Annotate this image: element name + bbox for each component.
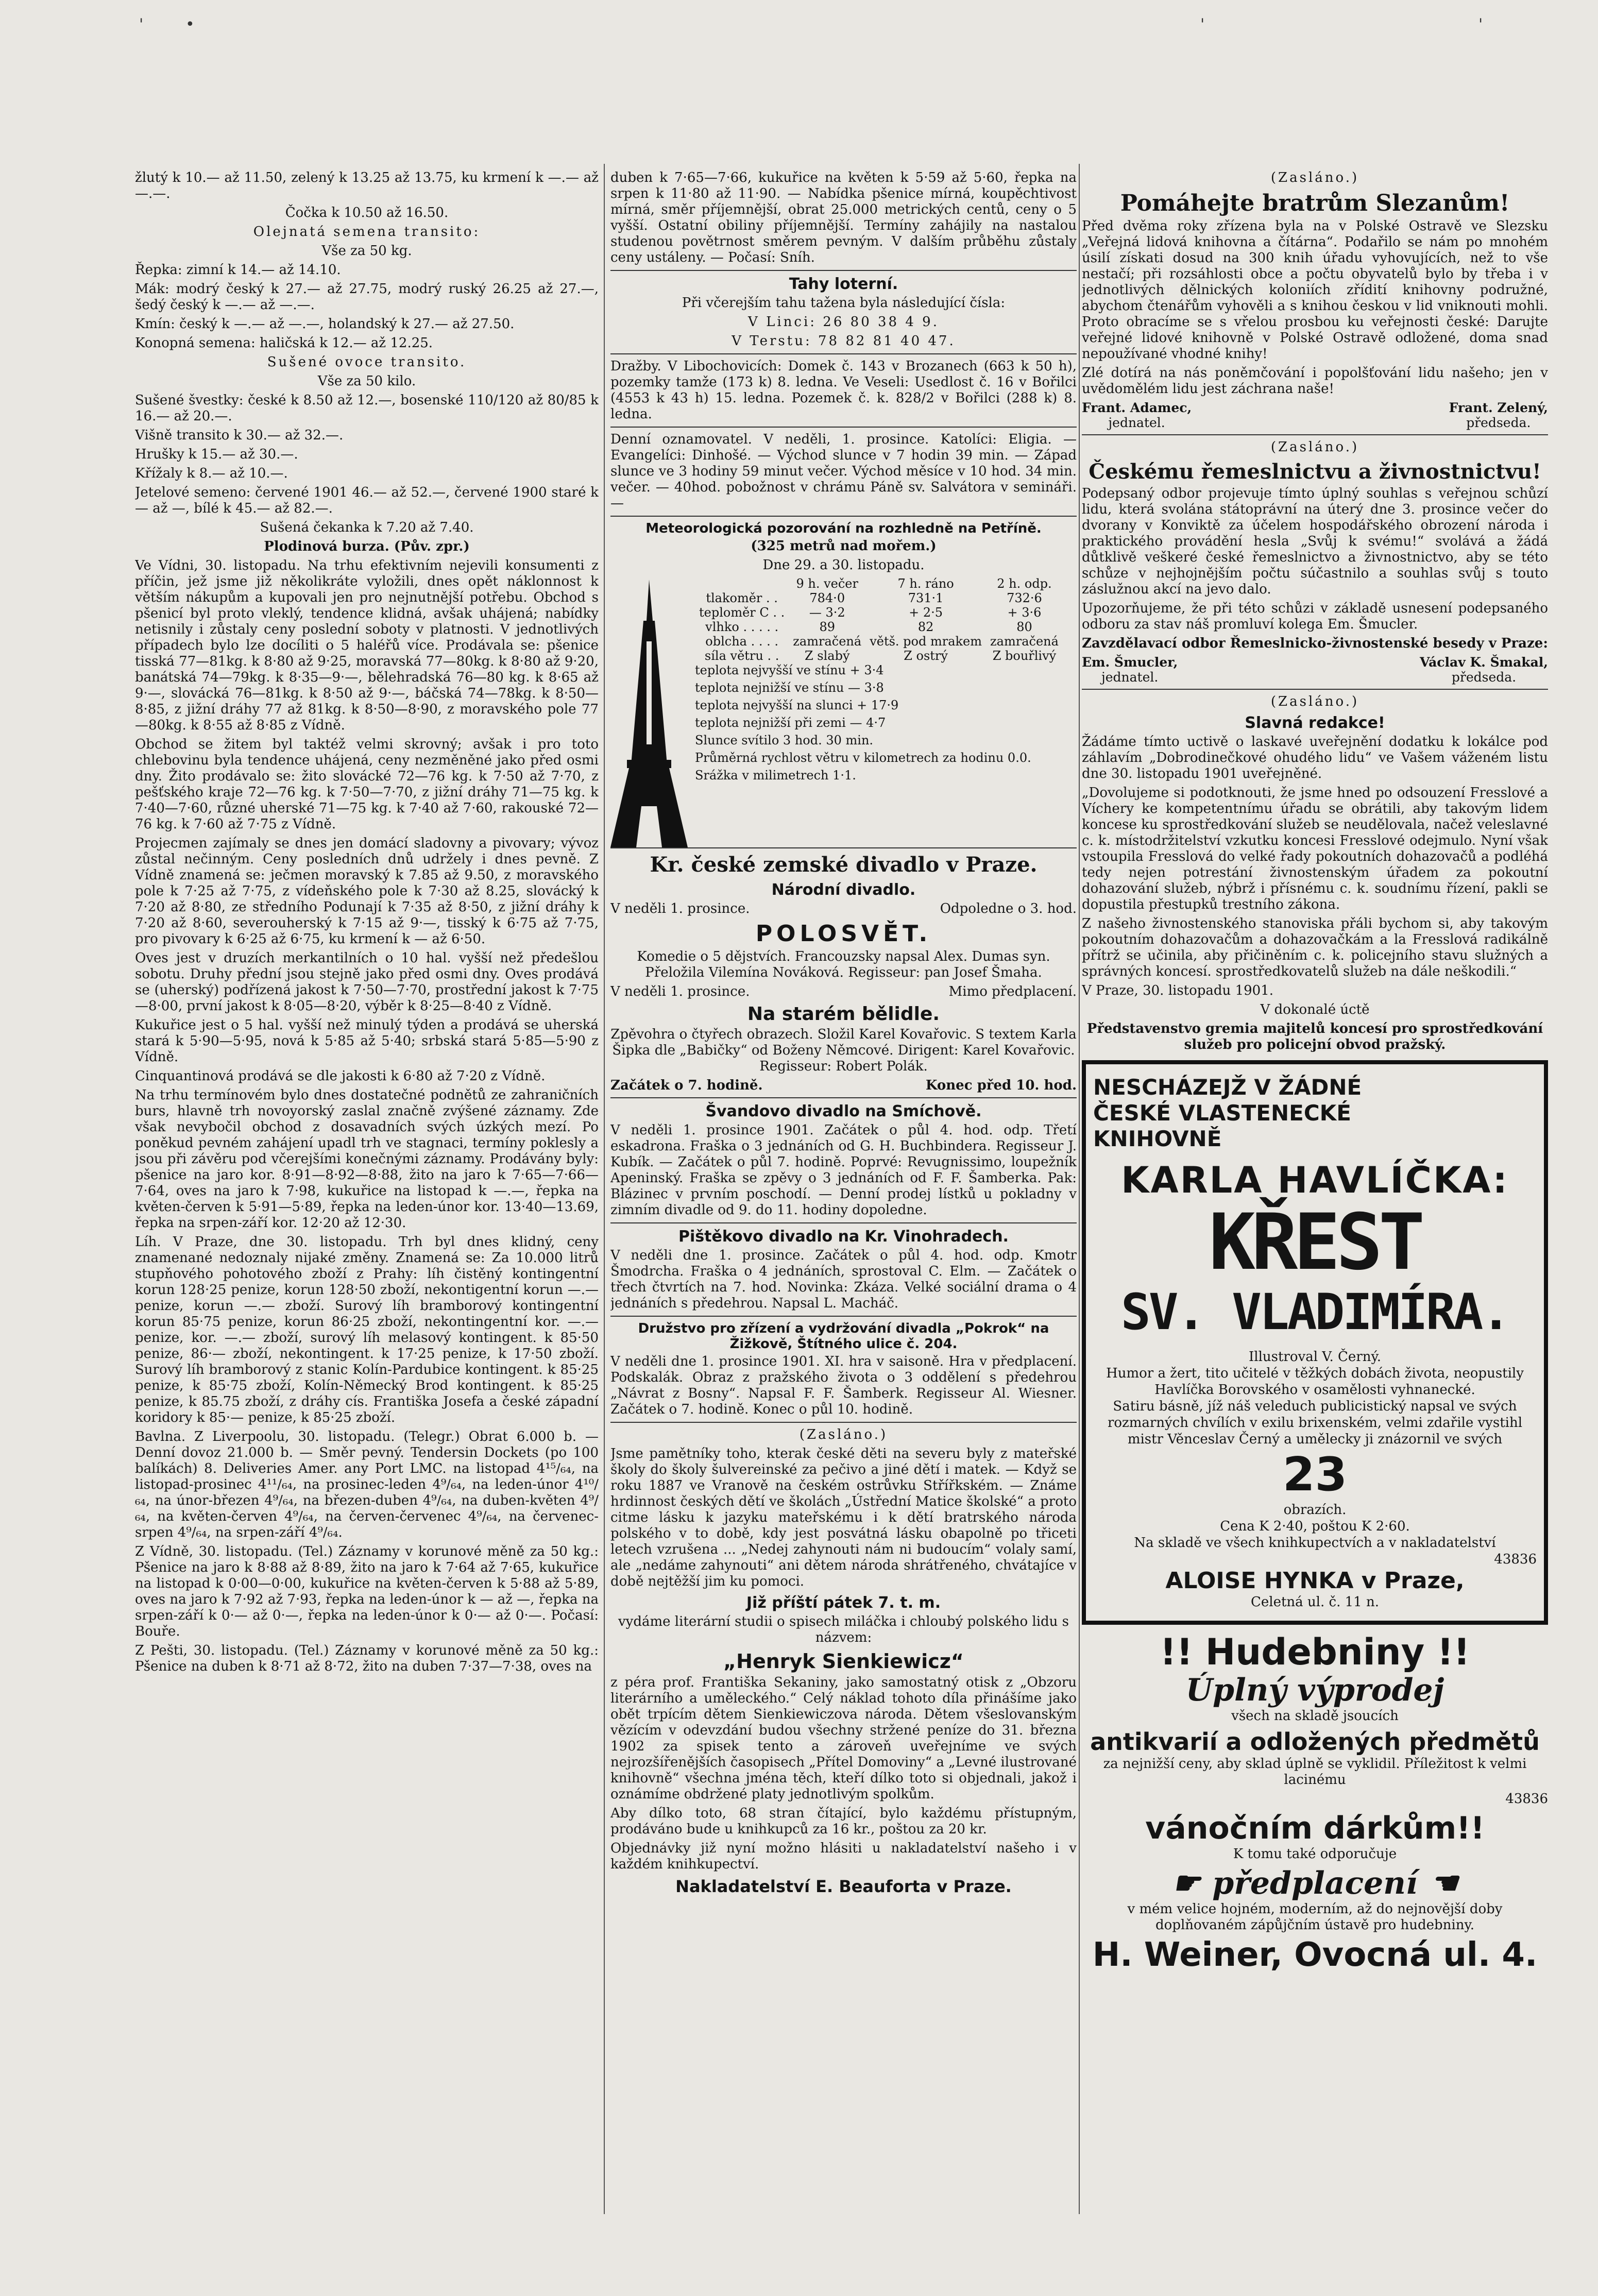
auctions: Dražby. V Libochovicích: Domek č. 143 v Brozanech (663 k 50 h), pozemky tamže (173 k) 8. ledna. Ve Veseli: Usedlost č. 16 v Bořilci (4553 k 43 h) 15. ledna. Pozemek č. k. 828/2 v Bořilci (288 k) 8. ledna. xyxy=(610,359,1077,422)
paragraph: žlutý k 10.— až 11.50, zelený k 13.25 až 13.75, ku krmení k —.— až —.—. xyxy=(135,170,599,201)
paragraph: Kukuřice jest o 5 hal. vyšší než minulý týden a prodává se uherská stará k 5·90—5·95, nová k 5·85 až 5·40; srbská stará 5·85—5·90 z Vídně. xyxy=(135,1017,599,1065)
weather-row xyxy=(695,591,1063,605)
weather-cell: — 3·2 xyxy=(809,605,845,620)
play-description: Komedie o 5 dějstvích. Francouzsky napsal Alex. Dumas syn. Přeložila Vilemína Nováková. Regisseur: pan Josef Šmaha. xyxy=(637,949,1050,980)
signature-name: Em. Šmucler, xyxy=(1082,655,1178,670)
pointing-hand-icon: ☛ xyxy=(1172,1865,1200,1901)
weather-extra-line: teplota nejnižší při zemi — 4·7 xyxy=(695,716,886,730)
signature-role: předseda. xyxy=(1466,415,1531,430)
program-start: Začátek o 7. hodině. xyxy=(610,1078,763,1093)
signature-role: jednatel. xyxy=(1108,415,1165,430)
paragraph: vydáme literární studii o spisech miláčka i chloubý polského lidu s názvem: xyxy=(618,1614,1069,1645)
paragraph: za nejnižší ceny, aby sklad úplně se vyklidil. Příležitost k velmi lacinému xyxy=(1103,1756,1527,1788)
ad-number: 43836 xyxy=(1494,1552,1537,1567)
zaslano-label: (Zasláno.) xyxy=(799,1427,888,1442)
zaslano-label: (Zasláno.) xyxy=(1270,170,1359,185)
ad-illustrator: Illustroval V. Černý. xyxy=(1248,1349,1381,1365)
paragraph: Projecmen zajímaly se dnes jen domácí sladovny a pivovary; vývoz zůstal nečinným. Ceny posledních dnů udržely i dnes pevně. Z Vídně znamená se: ječmen moravský k 7.85 až 9.50, z moravského pole k 7·25 až 7·75, z vídeňského pole k 7·30 až 8.25, slovácký k 7·20 až 8·80, ze středního Podunají k 7·35 až 8·50, z jižní dráhy k 7·20 až 8·60, severouherský k 7·15 až 9·—, tisský k 6·75 až 7·75, pro pivovary k 6·25 až 6·75, ku krmení k — až 6·50. xyxy=(135,836,599,947)
weather-cell: 731·1 xyxy=(908,591,944,605)
subscription-label: předplacení xyxy=(1212,1865,1418,1901)
ad-line: KNIHOVNĚ xyxy=(1093,1126,1222,1151)
weather-cell: 7 h. ráno xyxy=(897,576,954,591)
paragraph: „Dovolujeme si podotknouti, že jsme hned po odsouzení Fresslové a Víchery ke kompetentnímu úřadu se obrátili, aby takovým lidem koncese ku sprostředkování služeb se neudělovala, načež veleslavné c. k. místodržitelství vzkutku koncesi Fresslové odejmulo. Nyní však vstoupila Fresslová do velké řady pokoutních dohazovačů a podléhá tedy nejen potrestání živnostenským úřadem za pokoutní dohazování služeb, nýbrž i přísnému c. k. soudnímu řízení, pakli se dopustila přestupků trestního zákona. xyxy=(1082,785,1548,912)
paragraph: Aby dílko toto, 68 stran čítající, bylo každému přístupným, prodáváno bude u knihkupců za 16 kr., poštou za 20 kr. xyxy=(610,1806,1077,1837)
ad-description: Satiru básně, jíž náš veleduch publicistický napsal ve svých rozmarných chvílích v exilu brixenském, velmi zdařile vystihl mistr Věnceslav Černý a umělecky ji znázornil ve svých xyxy=(1107,1399,1523,1447)
paragraph: Řepka: zimní k 14.— až 14.10. xyxy=(135,262,341,278)
play-title: Na starém bělidle. xyxy=(747,1004,940,1025)
signatures xyxy=(1082,655,1548,685)
book-title: „Henryk Sienkiewicz“ xyxy=(723,1650,964,1673)
weather-cell: 732·6 xyxy=(1007,591,1042,605)
weather-row xyxy=(695,634,1063,649)
weather-cell: tlakoměr . . xyxy=(706,591,778,605)
paragraph: Křížaly k 8.— až 10.—. xyxy=(135,466,288,481)
ad-number: 43836 xyxy=(1505,1791,1548,1807)
section-heading: Plodinová burza. (Pův. zpr.) xyxy=(264,539,470,554)
divider xyxy=(610,270,1077,271)
theatre-subheading: Národní divadlo. xyxy=(771,881,916,899)
divider xyxy=(610,1222,1077,1223)
lottery-heading: Tahy loterní. xyxy=(789,275,898,293)
paragraph: Sušené švestky: české k 8.50 až 12.—, bosenské 110/120 až 80/85 k 16.— až 20.—. xyxy=(135,393,599,424)
section-heading: Olejnatá semena transito: xyxy=(253,224,481,240)
paragraph: Z Pešti, 30. listopadu. (Tel.) Záznamy v korunové měně za 50 kg.: Pšenice na duben k 8·71 až 8·72, žito na duben 7·37—7·38, oves na xyxy=(135,1643,599,1674)
ad-title: KŘEST xyxy=(1209,1198,1421,1287)
weather-cell: Z slabý xyxy=(804,649,850,663)
play-description: Zpěvohra o čtyřech obrazech. Složil Karel Kovařovic. S textem Karla Šipka dle „Babičky“ od Boženy Němcové. Dirigent: Karel Kovařovic. Regisseur: Robert Polák. xyxy=(610,1027,1077,1074)
theatre-subheading: Švandovo divadlo na Smíchově. xyxy=(705,1102,982,1120)
signature-name: Frant. Zelený, xyxy=(1449,400,1548,415)
paragraph: Představenstvo gremia majitelů koncesí pro sprostředkování služeb pro policejní obvod pražský. xyxy=(1086,1021,1543,1052)
paragraph: Mák: modrý český k 27.— až 27.75, modrý ruský 26.25 až 27.—, šedý český k —.— až —.—. xyxy=(135,281,599,313)
paragraph: Dne 29. a 30. listopadu. xyxy=(762,557,925,573)
weather-row xyxy=(695,649,1063,663)
lottery-numbers: V Terstu: 78 82 81 40 47. xyxy=(732,333,956,349)
zaslano-label: (Zasláno.) xyxy=(1270,439,1359,455)
program-line xyxy=(610,984,1077,999)
weather-cell: + 2·5 xyxy=(909,605,943,620)
program-end: Konec před 10. hod. xyxy=(925,1078,1077,1093)
signature-role: předseda. xyxy=(1451,670,1517,685)
divider xyxy=(610,516,1077,517)
weather-cell xyxy=(695,576,789,591)
paragraph: Hrušky k 15.— až 30.—. xyxy=(135,447,298,462)
lottery-numbers: V Linci: 26 80 38 4 9. xyxy=(748,314,939,330)
weather-cell: Z bouřlivý xyxy=(992,649,1057,663)
music-ad-signature: H. Weiner, Ovocná ul. 4. xyxy=(1092,1936,1538,1974)
daily-notice: Denní oznamovatel. V neděli, 1. prosince. Katolíci: Eligia. — Evangelíci: Dinhošé. — Východ slunce v 7 hodin 39 min. — Západ slunce ve 3 hodiny 59 minut večer. Východ měsíce v 10 hod. 34 min. večer. — 40hod. pobožnost v chrámu Páně sv. Salvátora v semináři. — xyxy=(610,432,1077,511)
music-ad-subheading: Úplný výprodej xyxy=(1185,1672,1444,1708)
weather-table xyxy=(695,576,1063,663)
paragraph: Ve Vídni, 30. listopadu. Na trhu efektivním nejevili konsumenti z příčin, jež jsme již několikráte vyložili, dnes opět náklonnost k větším nákupům a kupovali jen pro nejnutnější potřebu. Obchod s pšenicí byl proto vleklý, tendence klidná, avšak uhájená; nabídky netisnily i zůstaly ceny poslední soboty v platnosti. V jednotlivých případech bylo lze docíliti o 5 haléřů více. Prodávala se: pšenice tisská 77—81kg. k 8·80 až 9·25, moravská 77—80kg. k 8·80 až 9·20, banátská 74—79kg. k 8·35—9·—, bělehradská 76—80 kg. k 8·65 až 9·—, slovácká 76—81kg. k 8·50 až 9·—, báčská 74—78kg. k 8·50—8·85, z jižní dráhy 77 až 81kg. k 8·50—8·90, z moravského pole 77—80kg. k 8·55 až 8·85 z Vídně. xyxy=(135,558,599,733)
paragraph: Vše za 50 kilo. xyxy=(317,373,416,389)
weather-row xyxy=(695,620,1063,634)
music-ad-subheading: vánočním dárkům!! xyxy=(1145,1810,1485,1846)
weather-extra-line: Slunce svítilo 3 hod. 30 min. xyxy=(695,733,874,747)
divider xyxy=(610,847,1077,848)
section-heading: Sušené ovoce transito. xyxy=(267,354,467,370)
weather-extra-line: teplota nejvyšší na slunci + 17·9 xyxy=(695,698,899,712)
weather-cell: 82 xyxy=(917,620,934,634)
paragraph: Před dvěma roky zřízena byla na v Polské Ostravě ve Slezsku „Veřejná lidová knihovna a čítárna“. Podařilo se nám po mnohém úsilí získati dosud na 300 knih úřadu vyhovujících, než to vše nestačí; při rozsáhlosti obce a počtu obyvatelů bylo by třeba i v jednotlivých dělnických koloniích zřídití knihovny podružné, abychom čtenářům vyhověli a s knihou českou v lid vniknouti mohli. Proto obracíme se s vřelou prosbou ku veřejnosti české: Darujte veřejné lidové knihovně v Polské Ostravě odložené, doma snad nepoužívané vhodné knihy! xyxy=(1082,218,1548,362)
paragraph: Z našeho živnostenského stanoviska přáli bychom si, aby takovým pokoutním dohazovačům a dohazovačkám a la Fresslová radikálně přítrž se učinila, aby přičiněním c. k. policejního stavu služných a správných koncesí. sprostředkovatelů služeb na dále neškodili.“ xyxy=(1082,916,1548,979)
paragraph: Líh. V Praze, dne 30. listopadu. Trh byl dnes klidný, ceny znamenané nedoznaly nijaké změny. Znamená se: Za 10.000 litrů stupňového pohotového zboží z Prahy: líh čistěný kontingentní korun 128·25 penize, korun 128·50 zboží, nekontigentní korun —.— penize, korun —.— zboží. Surový líh bramborový kontingentní korun 85·75 penize, korun 86·25 zboží, nekontingentní kor. —.— penize, kor. —.— zboží, surový líh melasový kontingent. k 85·50 penize, 86·— zboží, nekontingent. k 17·25 penize, k 17·50 zboží. Surový líh bramborový z stanic Kolín-Pardubice kontingent. k 85·25 penize, k 85·75 zboží, Kolín-Německý Brod kontingent. k 85·25 penize, k 85.75 zboží, z dráhy cís. Františka Josefa a české západní koridory k 85·— penize, k 85·25 zboží. xyxy=(135,1234,599,1425)
divider xyxy=(610,1422,1077,1423)
paragraph: Bavlna. Z Liverpoolu, 30. listopadu. (Telegr.) Obrat 6.000 b. — Denní dovoz 21.000 b. — Směr pevný. Tendersin Dockets (po 100 balíkách) 8. Deliveries Amer. any Port LMC. na listopad 4¹⁵/₆₄, na listopad-prosinec 4¹¹/₆₄, na prosinec-leden 4⁹/₆₄, na leden-únor 4¹⁰/₆₄, na únor-březen 4⁹/₆₄, na březen-duben 4⁹/₆₄, na duben-květen 4⁹/₆₄, na květen-červen 4⁹/₆₄, na červen-červenec 4⁹/₆₄, na červenec-srpen 4⁹/₆₄, na srpen-září 4⁹/₆₄. xyxy=(135,1429,599,1540)
paragraph: Z Vídně, 30. listopadu. (Tel.) Záznamy v korunové měně za 50 kg.: Pšenice na jaro k 8·88 až 8·89, žito na jaro k 7·64 až 7·65, kukuřice na listopad k 0·00—0·00, kukuřice na květen-červen k 5·88 až 5·89, oves na jaro k 7·92 až 7·93, řepka na leden-únor k — až —, řepka na srpen-září k 0·— až 0·—, řepka na leden-únor k 0·— až 0·—. Počasí: Bouře. xyxy=(135,1544,599,1639)
program-time: Odpoledne o 3. hod. xyxy=(940,901,1077,916)
weather-cell: větš. pod mrakem xyxy=(870,634,982,649)
weather-cell: teploměr C . . xyxy=(699,605,785,620)
divider xyxy=(610,353,1077,354)
publisher-name: Nakladatelství E. Beauforta v Praze. xyxy=(675,1877,1012,1896)
signature-name: Václav K. Šmakal, xyxy=(1419,655,1548,670)
page-mark: ' xyxy=(1478,15,1483,33)
paragraph: Cinquantinová prodává se dle jakosti k 6·80 až 7·20 z Vídně. xyxy=(135,1068,546,1084)
weather-cell: oblcha . . . . xyxy=(705,634,778,649)
zaslano-label: (Zasláno.) xyxy=(1270,694,1359,709)
pointing-hand-icon: ☚ xyxy=(1430,1865,1458,1901)
weather-row xyxy=(695,576,1063,591)
weather-cell: vlhko . . . . . xyxy=(705,620,779,634)
paragraph: (325 metrů nad mořem.) xyxy=(751,538,937,554)
ad-line: NESCHÁZEJŽ V ŽÁDNÉ xyxy=(1093,1075,1362,1100)
weather-cell: + 3·6 xyxy=(1007,605,1042,620)
announcement-heading: Již příští pátek 7. t. m. xyxy=(746,1594,941,1612)
paragraph: Jsme pamětníky toho, kterak české děti na severu byly z mateřské školy do školy šulvereinské za pečivo a jiné dětí i matek. — Když se roku 1887 ve Vranově na českém ostrůvku Střířkském. — Známe hrdinnost českých dětí ve školách „Ústřední Matice školské“ a proto citme lásku k jazyku mateřskému i k dětí bratrského národa polského v to době, kdy jest posvátná lásku obapolně po třiceti letech vzrušena ... „Nedej zahynouti nám ni budoucím“ volaly samí, ale „nedáme zahynouti“ ani dětem národa shrátřeného, chvátajíce v době nejtěžší jim ku pomoci. xyxy=(610,1446,1077,1589)
music-ad-subheading xyxy=(1082,1865,1548,1901)
ad-line: ČESKÉ VLASTENECKÉ xyxy=(1093,1100,1351,1126)
ad-distribution: Na skladě ve všech knihkupectvích a v nakladatelství xyxy=(1134,1535,1496,1551)
divider xyxy=(1082,434,1548,435)
program-line xyxy=(610,901,1077,916)
weather-cell: Z ostrý xyxy=(904,649,948,663)
paragraph: Višně transito k 30.— až 32.—. xyxy=(135,428,344,443)
ad-description: Humor a žert, tito učitelé v těžkých dobách života, neopustily Havlíčka Borovského v osamělosti vyhnanecké. xyxy=(1106,1366,1524,1398)
column-notices xyxy=(610,170,1077,1898)
ad-publisher: ALOISE HYNKA v Praze, xyxy=(1165,1568,1465,1594)
theatre-heading: Kr. české zemské divadlo v Praze. xyxy=(650,853,1038,877)
letter-heading: Slavná redakce! xyxy=(1245,714,1385,732)
weather-cell: zamračená xyxy=(793,634,862,649)
paragraph: všech na skladě jsoucích xyxy=(1231,1708,1399,1724)
program-date: V neděli 1. prosince. xyxy=(610,901,750,916)
page-mark: • xyxy=(185,15,195,33)
paragraph: v mém velice hojném, moderním, až do nejnovější doby doplňovaném zápůjčním ústavě pro hudebniny. xyxy=(1127,1901,1503,1933)
program-time: Mimo předplacení. xyxy=(948,984,1077,999)
paragraph: Žádáme tímto uctivě o laskavé uveřejnění dodatku k lokálce pod záhlavím „Dobrodinečkové ohudého lidu“ ve Vašem váženém listu dne 30. listopadu 1901 uveřejněné. xyxy=(1082,734,1548,781)
paragraph: Obchod se žitem byl taktéž velmi skrovný; avšak i pro toto chlebovinu byla tendence uhájená, ceny nezměněné jako před osmi dny. Žito prodávalo se: žito slovácké 72—76 kg. k 7·50 až 7·70, z pešťského kraje 72—76 kg. k 7·50—7·70, z jižní dráhy 71—75 kg. k 7·40—7·60, různé uherské 71—75 kg. k 7·40 až 7·60, rakouské 72—76 kg. k 7·60 až 7·75 z Vídně. xyxy=(135,737,599,832)
theatre-subheading: Pištěkovo divadlo na Kr. Vinohradech. xyxy=(678,1228,1009,1246)
paragraph: Zavzdělavací odbor Řemeslnicko-živnostenské besedy v Praze: xyxy=(1082,636,1548,651)
weather-cell: 9 h. večer xyxy=(796,576,858,591)
petrin-tower-icon xyxy=(610,580,688,847)
weather-extra-line: teplota nejnižší ve stínu — 3·8 xyxy=(695,681,884,695)
divider xyxy=(610,427,1077,428)
divider xyxy=(610,1316,1077,1317)
column-market-reports xyxy=(135,170,599,1678)
divider xyxy=(610,1097,1077,1098)
ad-description: obrazích. xyxy=(1283,1502,1347,1518)
paragraph: z péra prof. Františka Sekaniny, jako samostatný otisk z „Obzoru literárního a uměleckého.“ Celý náklad tohoto díla přinášíme jako obět trpícím dětem Sienkiewiczova národa. Dětem všeslovanským vězícím v odevzdání budou všechny stržené peníze do 31. března 1902 za spisek tento a zároveň uveřejníme ve svých nejrozšířenějších časopisech „Přítel Domoviny“ a „Levné ilustrované knihovně“ všechna jména těch, kteří dílko toto si objednali, jakož i oznámíme obdržené platy jednotlivým spolkům. xyxy=(610,1675,1077,1802)
music-ad-subheading: antikvarií a odložených předmětů xyxy=(1090,1728,1540,1756)
program-line xyxy=(610,1078,1077,1093)
weather-cell: zamračená xyxy=(990,634,1059,649)
ad-address: Celetná ul. č. 11 n. xyxy=(1251,1594,1379,1610)
paragraph: K tomu také odporučuje xyxy=(1233,1846,1397,1862)
weather-extra-line: Srážka v milimetrech 1·1. xyxy=(695,768,856,783)
signatures xyxy=(1082,400,1548,430)
paragraph: Při včerejším tahu tažena byla následující čísla: xyxy=(682,295,1006,311)
paragraph: V Praze, 30. listopadu 1901. xyxy=(1082,983,1273,998)
paragraph: Čočka k 10.50 až 16.50. xyxy=(285,205,449,220)
column-rule xyxy=(604,164,605,2214)
paragraph: Jetelové semeno: červené 1901 46.— až 52.—, červené 1900 staré k — až —, bílé k 45.— až 82.—. xyxy=(135,485,599,516)
weather-cell: 784·0 xyxy=(809,591,845,605)
play-title: POLOSVĚT. xyxy=(755,921,932,947)
weather-extra-line: teplota nejvyšší ve stínu + 3·4 xyxy=(695,663,884,677)
weather-row xyxy=(695,605,1063,620)
paragraph: Podepsaný odbor projevuje tímto úplný souhlas s veřejnou schůzí lidu, která svolána státoprávní na úterý dne 3. prosince večer do dvorany v Konviktě za účelem hospodářského obrození národa i praktického provádění hesla „Svůj k svému!“ svolává a žádá důtklivě veškeré české řemeslnictvo a živnostnictvo, aby se této schůze v nejhojnějším počtu súčastnilo a souhlas svůj s touto záslužnou akcí na jevo dalo. xyxy=(1082,486,1548,597)
paragraph: Zlé dotírá na nás poněmčování i popolšťování lidu našeho; jen v uvědomělém lidu jest záchrana naše! xyxy=(1082,365,1548,397)
ad-author: KARLA HAVLÍČKA: xyxy=(1121,1159,1509,1201)
weather-cell: 89 xyxy=(819,620,835,634)
column-appeals-ads xyxy=(1082,170,1548,1974)
paragraph: Konopná semena: haličská k 12.— až 12.25. xyxy=(135,335,433,351)
program-date: V neděli 1. prosince. xyxy=(610,984,750,999)
theatre-subheading: Družstvo pro zřízení a vydržování divadla „Pokrok“ na Žižkově, Štítného ulice č. 204. xyxy=(638,1321,1049,1352)
ad-image-count: 23 xyxy=(1282,1448,1348,1502)
weather-cell: 80 xyxy=(1016,620,1032,634)
paragraph: Upozorňujeme, že při této schůzi v základě usnesení podepsaného odboru za stav náš promluví kolega Em. Šmucler. xyxy=(1082,601,1548,632)
weather-block xyxy=(610,576,1077,783)
paragraph: V dokonalé úctě xyxy=(1260,1002,1370,1017)
page-mark: ' xyxy=(139,15,144,33)
ad-price: Cena K 2·40, poštou K 2·60. xyxy=(1220,1519,1410,1534)
ad-title: SV. VLADIMÍRA. xyxy=(1120,1283,1509,1341)
paragraph: V neděli dne 1. prosince 1901. XI. hra v saisoně. Hra v předplacení. Podskalák. Obraz z pražského života o 3 oddělení s předehrou „Návrat z Bosny“. Napsal F. F. Šamberk. Regisseur Al. Wiesner. Začátek o 7. hodině. Konec o půl 10. hodině. xyxy=(610,1354,1077,1417)
weather-heading: Meteorologická pozorování na rozhledně na Petříně. xyxy=(645,521,1042,536)
book-advertisement xyxy=(1082,1060,1548,1625)
appeal-heading: Českému řemeslnictvu a živnostnictvu! xyxy=(1089,460,1541,484)
signature-name: Frant. Adamec, xyxy=(1082,400,1192,415)
signature-role: jednatel. xyxy=(1101,670,1159,685)
paragraph: duben k 7·65—7·66, kukuřice na květen k 5·59 až 5·60, řepka na srpen k 11·80 až 11·90. — Nabídka pšenice mírná, koupěchtivost mírná, směr příjemnější, obrat 25.000 metrických centů, ceny o 5 vyšší. Ostatní obiliny příjemnější. Termíny zahájily na nastalou studenou povětrnost směrem pevným. V dalším průběhu zůstaly ceny ustáleny. — Počasí: Sníh. xyxy=(610,170,1077,265)
paragraph: V neděli dne 1. prosince. Začátek o půl 4. hod. odp. Kmotr Šmodrcha. Fraška o 4 jednáních, sprostoval C. Elm. — Začátek o třech čtvrtích na 7. hod. Novinka: Zkáza. Velké sociální drama o 4 jednáních s předehrou. Napsal L. Macháč. xyxy=(610,1248,1077,1311)
weather-cell: síla větru . . xyxy=(704,649,779,663)
column-rule xyxy=(1079,164,1080,2214)
weather-cell: 2 h. odp. xyxy=(997,576,1052,591)
page-mark: ' xyxy=(1200,15,1205,33)
appeal-heading: Pomáhejte bratrům Slezanům! xyxy=(1120,190,1510,216)
weather-extra-line: Průměrná rychlost větru v kilometrech za hodinu 0.0. xyxy=(695,751,1031,765)
paragraph: Na trhu termínovém bylo dnes dostatečné podnětů ze zahraničních burs, hlavně trh novoyorský zaslal značně zvýšené záznamy. Zde však nevybočil obchod z dosavadních svých úzkých mezí. Po poněkud pevném zahájení upadl trh ve stagnaci, termíny poklesly a jsou při závěru pod včerejšími konečnými záznamy. Prodávány byly: pšenice na jaro kor. 8·91—8·92—8·88, žito na jaro k 7·65—7·66—7·64, oves na jaro k 7·98, kukuřice na listopad k —.—, řepka na květen-červen k 5·91—5·89, řepka na leden-únor kor. 13·40—13.69, řepka na srpen-září kor. 12·20 až 12·30. xyxy=(135,1087,599,1231)
paragraph: V neděli 1. prosince 1901. Začátek o půl 4. hod. odp. Třetí eskadrona. Fraška o 3 jednáních od G. H. Buchbindera. Regisseur J. Kubík. — Začátek o půl 7. hodině. Poprvé: Revugnissimo, loupežník Apeninský. Fraška se zpěvy o 3 jednáních od F. F. Šamberka. Pak: Blázinec v prvním poschodí. — Denní prodej lístků u pokladny v zimním divadle od 9. do 11. hodiny dopoledne. xyxy=(610,1123,1077,1218)
paragraph: Oves jest v druzích merkantilních o 10 hal. vyšší než předešlou sobotu. Druhy přední jsou stejně jako před osmi dny. Oves prodává se (uherský) podřízená jakost k 7·50—7·70, prostřední jakost k 7·75—8·00, první jakost k 8·05—8·20, výběr k 8·25—8·40 z Vídně. xyxy=(135,950,599,1014)
paragraph: Kmín: český k —.— až —.—, holandský k 27.— až 27.50. xyxy=(135,316,515,332)
music-ad-heading: !! Hudebniny !! xyxy=(1160,1631,1470,1673)
paragraph: Objednávky již nyní možno hlásiti u nakladatelství našeho i v každém knihkupectví. xyxy=(610,1841,1077,1872)
paragraph: Vše za 50 kg. xyxy=(321,243,412,259)
divider xyxy=(1082,689,1548,690)
paragraph: Sušená čekanka k 7.20 až 7.40. xyxy=(260,520,474,535)
